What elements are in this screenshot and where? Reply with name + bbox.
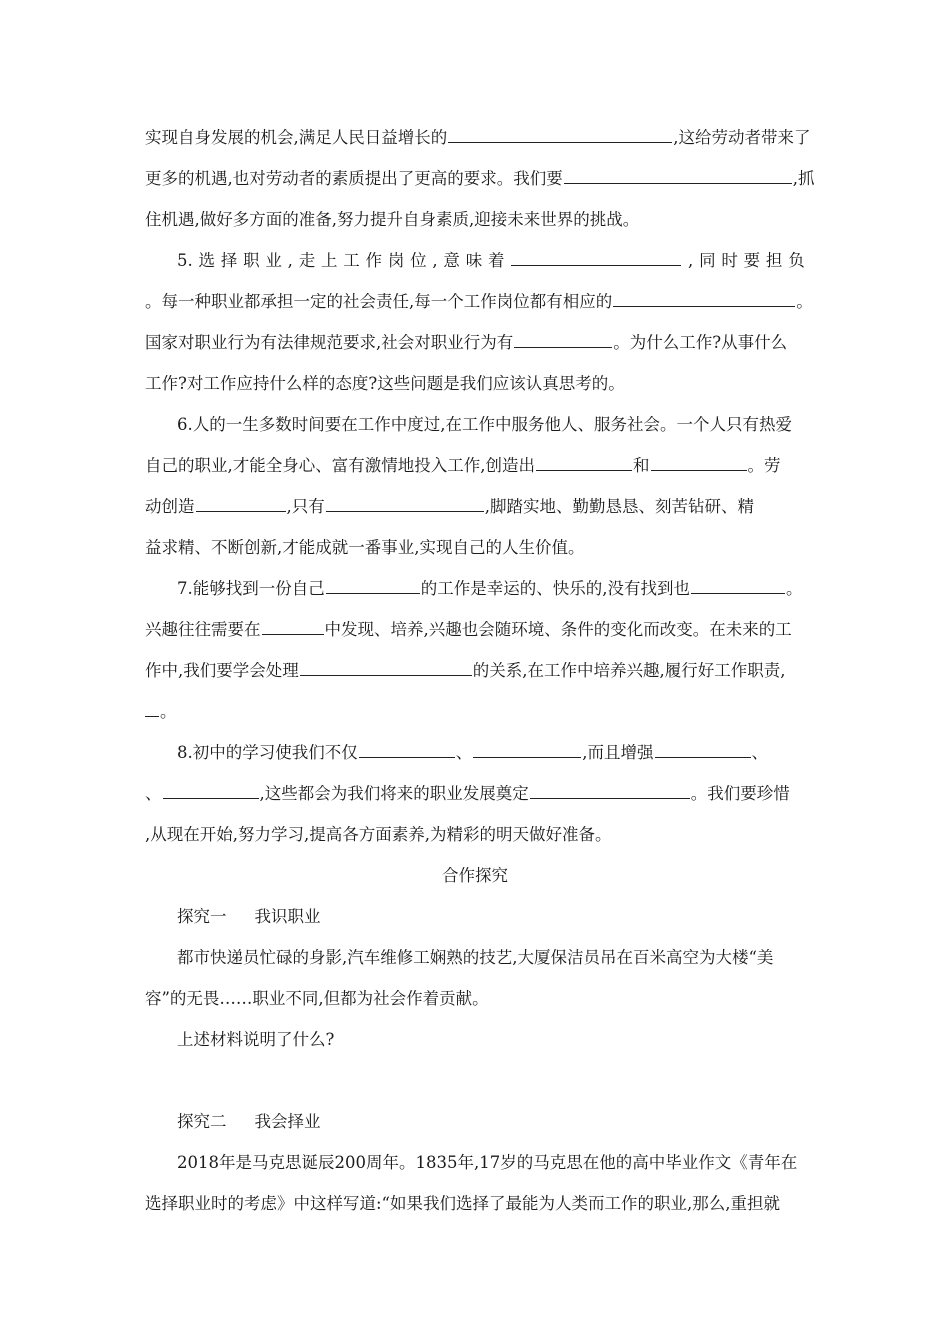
fill-blank[interactable] [536, 455, 632, 471]
text-span: 2018年是马克思诞辰200周年。1835年,17岁的马克思在他的高中毕业作文《青年在 [177, 1153, 798, 1172]
text-span: 。 [796, 292, 813, 311]
text-line [145, 988, 805, 1010]
inquiry-heading [177, 906, 805, 928]
text-line [145, 1193, 805, 1215]
text-span: 同 [699, 251, 716, 270]
text-line [145, 496, 805, 518]
text-span: 上述材料说明了什么? [177, 1030, 335, 1049]
text-span: 走 [298, 251, 316, 270]
text-span: 工作?对工作应持什么样的态度?这些问题是我们应该认真思考的。 [145, 374, 625, 393]
question-line [177, 1029, 805, 1051]
text-span: 要 [743, 251, 761, 270]
text-span: 负 [788, 251, 805, 270]
text-line [145, 373, 805, 395]
text-line [145, 660, 805, 682]
text-span: 业 [265, 251, 282, 270]
text-span: 更多的机遇,也对劳动者的素质提出了更高的要求。我们要 [145, 169, 563, 188]
text-line [145, 619, 805, 641]
section-heading: 合作探究 [442, 866, 508, 885]
inquiry-label: 探究一 [177, 907, 227, 926]
fill-blank[interactable] [564, 168, 792, 184]
inquiry-title: 我会择业 [254, 1112, 321, 1131]
text-span: 5. [177, 251, 193, 270]
text-span: 位 [410, 251, 427, 270]
text-line [145, 332, 805, 354]
text-span: 国家对职业行为有法律规范要求,社会对职业行为有 [145, 333, 514, 352]
inquiry-heading [177, 1111, 805, 1133]
text-line [145, 537, 805, 559]
fill-blank[interactable] [326, 496, 484, 512]
text-span: ,这给劳动者带来了 [673, 128, 811, 147]
text-line [177, 947, 805, 969]
text-span: 动创造 [145, 497, 195, 516]
text-span: 、 [455, 743, 473, 762]
fill-blank[interactable] [651, 455, 747, 471]
text-span: 岗 [387, 251, 405, 270]
fill-blank[interactable] [262, 619, 324, 635]
text-span: 6.人的一生多数时间要在工作中度过,在工作中服务他人、服务社会。一个人只有热爱 [177, 415, 792, 434]
text-span: 、 [145, 784, 162, 803]
text-span: ,而且增强 [582, 743, 654, 762]
text-line [145, 783, 805, 805]
text-span: 、 [751, 743, 768, 762]
fill-blank[interactable] [300, 660, 472, 676]
text-span: 实现自身发展的机会,满足人民日益增长的 [145, 128, 448, 147]
text-span: 。 [786, 579, 803, 598]
fill-blank[interactable] [613, 291, 795, 307]
text-span: ,只有 [286, 497, 325, 516]
text-line [177, 578, 805, 600]
text-span: 工 [343, 251, 360, 270]
text-span: ,抓 [792, 169, 815, 188]
inquiry-title: 我识职业 [254, 907, 321, 926]
text-span: ,从现在开始,努力学习,提高各方面素养,为精彩的明天做好准备。 [145, 825, 612, 844]
text-line [145, 291, 813, 313]
text-span: 。 [160, 702, 177, 721]
fill-blank[interactable] [530, 783, 690, 799]
text-span: 着 [487, 251, 505, 270]
text-span: 的工作是幸运的、快乐的,没有找到也 [420, 579, 690, 598]
text-line-justified [177, 250, 805, 272]
text-span: 自己的职业,才能全身心、富有激情地投入工作,创造出 [145, 456, 535, 475]
fill-blank[interactable] [511, 250, 681, 266]
fill-blank[interactable] [691, 578, 785, 594]
text-span: 和 [633, 456, 650, 475]
fill-blank[interactable] [145, 701, 159, 717]
text-span: ,脚踏实地、勤勤恳恳、刻苦钻研、精 [484, 497, 754, 516]
fill-blank[interactable] [163, 783, 259, 799]
text-span: 味 [465, 251, 483, 270]
text-span: 。我们要珍惜 [690, 784, 790, 803]
text-span: 时 [721, 251, 738, 270]
text-span: 中发现、培养,兴趣也会随环境、条件的变化而改变。在未来的工 [324, 620, 792, 639]
text-line [177, 742, 805, 764]
text-line [177, 414, 805, 436]
fill-blank[interactable] [514, 332, 612, 348]
fill-blank[interactable] [448, 127, 672, 143]
text-span: 上 [320, 251, 338, 270]
text-span: 8.初中的学习使我们不仅 [177, 743, 358, 762]
inquiry-label: 探究二 [177, 1112, 227, 1131]
text-span: 容”的无畏……职业不同,但都为社会作着贡献。 [145, 989, 489, 1008]
text-line [145, 824, 805, 846]
text-line [145, 455, 805, 477]
text-span: 。劳 [747, 456, 781, 475]
text-span: , [688, 251, 694, 270]
text-line [145, 127, 811, 149]
text-span: 益求精、不断创新,才能成就一番事业,实现自己的人生价值。 [145, 538, 585, 557]
text-span: 担 [765, 251, 783, 270]
text-span: 的关系,在工作中培养兴趣,履行好工作职责, [472, 661, 786, 680]
text-span: 兴趣往往需要在 [145, 620, 261, 639]
text-span: 。每一种职业都承担一定的社会责任,每一个工作岗位都有相应的 [145, 292, 613, 311]
text-span: 选择职业时的考虑》中这样写道:“如果我们选择了最能为人类而工作的职业,那么,重担就 [145, 1194, 780, 1213]
text-span: 选 [198, 251, 216, 270]
text-span: ,这些都会为我们将来的职业发展奠定 [259, 784, 529, 803]
text-span: 择 [220, 251, 238, 270]
text-line [177, 1152, 805, 1174]
text-line [145, 168, 815, 190]
text-span: 。为什么工作?从事什么 [613, 333, 788, 352]
text-span: , [287, 251, 293, 270]
text-span: 7.能够找到一份自己 [177, 579, 325, 598]
text-span: 都市快递员忙碌的身影,汽车维修工娴熟的技艺,大厦保洁员吊在百米高空为大楼“美 [177, 948, 774, 967]
fill-blank[interactable] [473, 742, 581, 758]
text-span: 作 [365, 251, 383, 270]
fill-blank[interactable] [196, 496, 286, 512]
text-line [145, 209, 805, 231]
text-span: , [432, 251, 438, 270]
text-span: 住机遇,做好多方面的准备,努力提升自身素质,迎接未来世界的挑战。 [145, 210, 640, 229]
text-span: 职 [243, 251, 260, 270]
fill-blank[interactable] [359, 742, 455, 758]
text-line [145, 701, 805, 723]
fill-blank[interactable] [655, 742, 751, 758]
fill-blank[interactable] [326, 578, 420, 594]
text-span: 意 [443, 251, 460, 270]
text-span: 作中,我们要学会处理 [145, 661, 299, 680]
